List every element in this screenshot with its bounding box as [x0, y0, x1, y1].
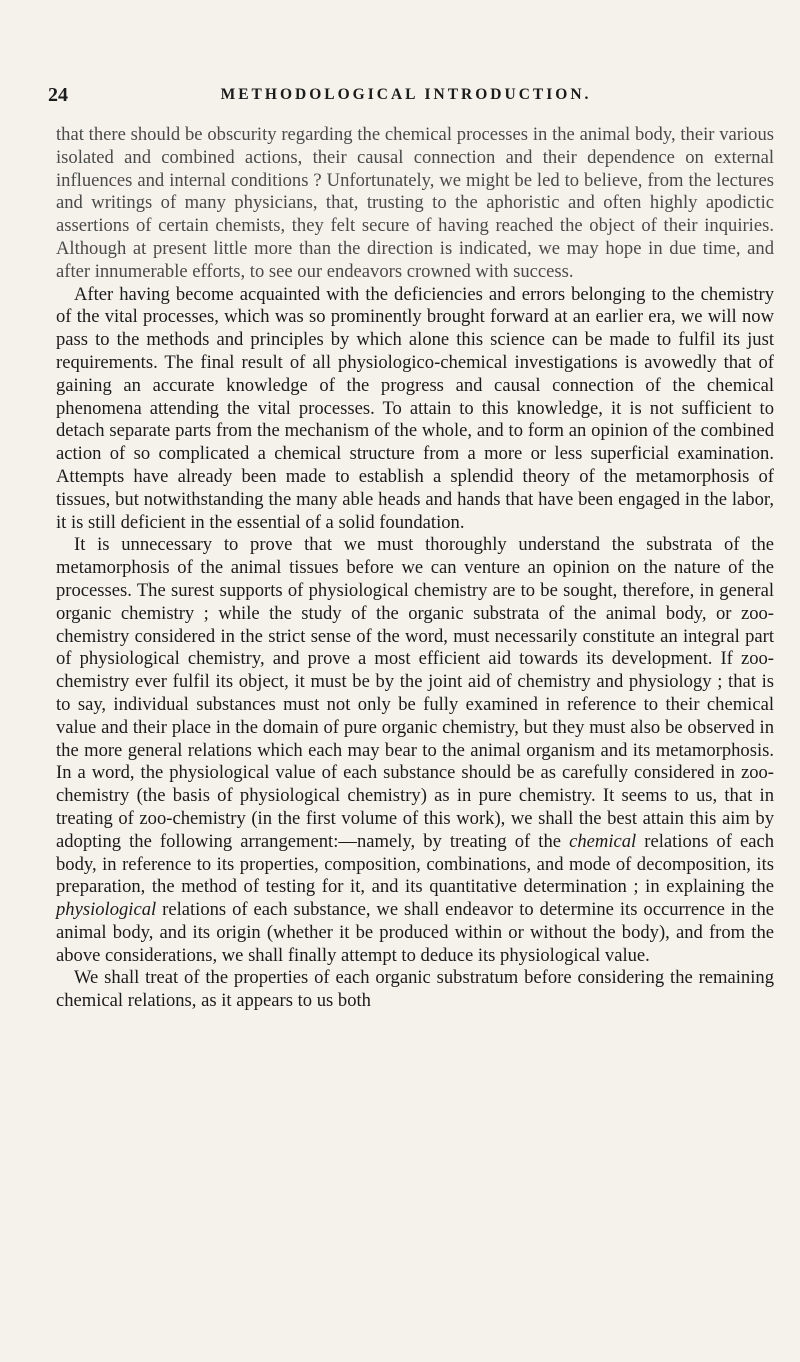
paragraph-text: relations of each substance, we shall endeavor to determine its occurrence in the animal body, and its origin (whether it be produced within or without the body), and from the above considerations, we shall finally attempt to deduce its physiological value. — [56, 899, 774, 966]
running-head: METHODOLOGICAL INTRODUCTION. — [220, 86, 592, 103]
body-text — [56, 124, 774, 1013]
page-header — [48, 84, 764, 108]
page-number: 24 — [48, 84, 68, 106]
paragraph-text: relations of each body, in reference to its properties, composition, combinations, and mode of decomposition, its preparation, the method of testing for it, and its quantitative determination ; in explaining the — [56, 830, 775, 898]
emphasis-physiological: physiological — [56, 899, 157, 921]
emphasis-chemical: chemical — [569, 830, 637, 852]
paragraph: that there should be obscurity regarding the chemical processes in the animal body, their various isolated and combined actions, their causal connection and their dependence on external influences and internal conditions ? Unfortunately, we might be led to believe, from the lectures and writings of many physicians, that, trusting to the aphoristic and often highly apodictic assertions of certain chemists, they felt secure of having reached the object of their inquiries. Although at present little more than the direction is indicated, we may hope in due time, and after innumerable efforts, to see our endeavors crowned with success. — [56, 124, 774, 282]
paragraph: After having become acquainted with the deficiencies and errors belonging to the chemistry of the vital processes, which was so prominently brought forward at an earlier era, we will now pass to the methods and principles by which alone this science can be made to fulfil its just requirements. The final result of all physiologico-chemical investigations is avowedly that of gaining an accurate knowledge of the progress and causal connection of the chemical phenomena attending the vital processes. To attain to this knowledge, it is not sufficient to detach separate parts from the mechanism of the whole, and to form an opinion of the combined action of so complicated a chemical structure from a more or less superficial examination. Attempts have already been made to establish a splendid theory of the metamorphosis of tissues, but notwithstanding the many able heads and hands that have been engaged in the labor, it is still deficient in the essential of a solid foundation. — [56, 283, 774, 533]
paragraph-text: It is unnecessary to prove that we must thoroughly understand the substrata of the metamorphosis of the animal tissues before we can venture an opinion on the nature of the processes. The surest supports of physiological chemistry are to be sought, therefore, in general organic chemistry ; while the study of the organic substrata of the animal body, or zoo-chemistry considered in the strict sense of the word, must necessarily constitute an integral part of physiological chemistry, and prove a most efficient aid towards its development. If zoo-chemistry ever fulfil its object, it must be by the joint aid of chemistry and physiology ; that is to say, individual substances must not only be fully examined in reference to their chemical value and their place in the domain of pure organic chemistry, but they must also be observed in the more general relations which each may bear to the animal organism and its metamorphosis. In a word, the physiological value of each substance should be as carefully considered in zoo-chemistry (the basis of physiological chemistry) as in pure chemistry. It seems to us, that in treating of zoo-chemistry (in the first volume of this work), we shall the best attain this aim by adopting the following arrangement:—namely, by treating of the — [56, 534, 774, 852]
paragraph — [56, 534, 774, 967]
paragraph: We shall treat of the properties of each organic substratum before considering the remaining chemical relations, as it appears to us both — [56, 967, 774, 1012]
